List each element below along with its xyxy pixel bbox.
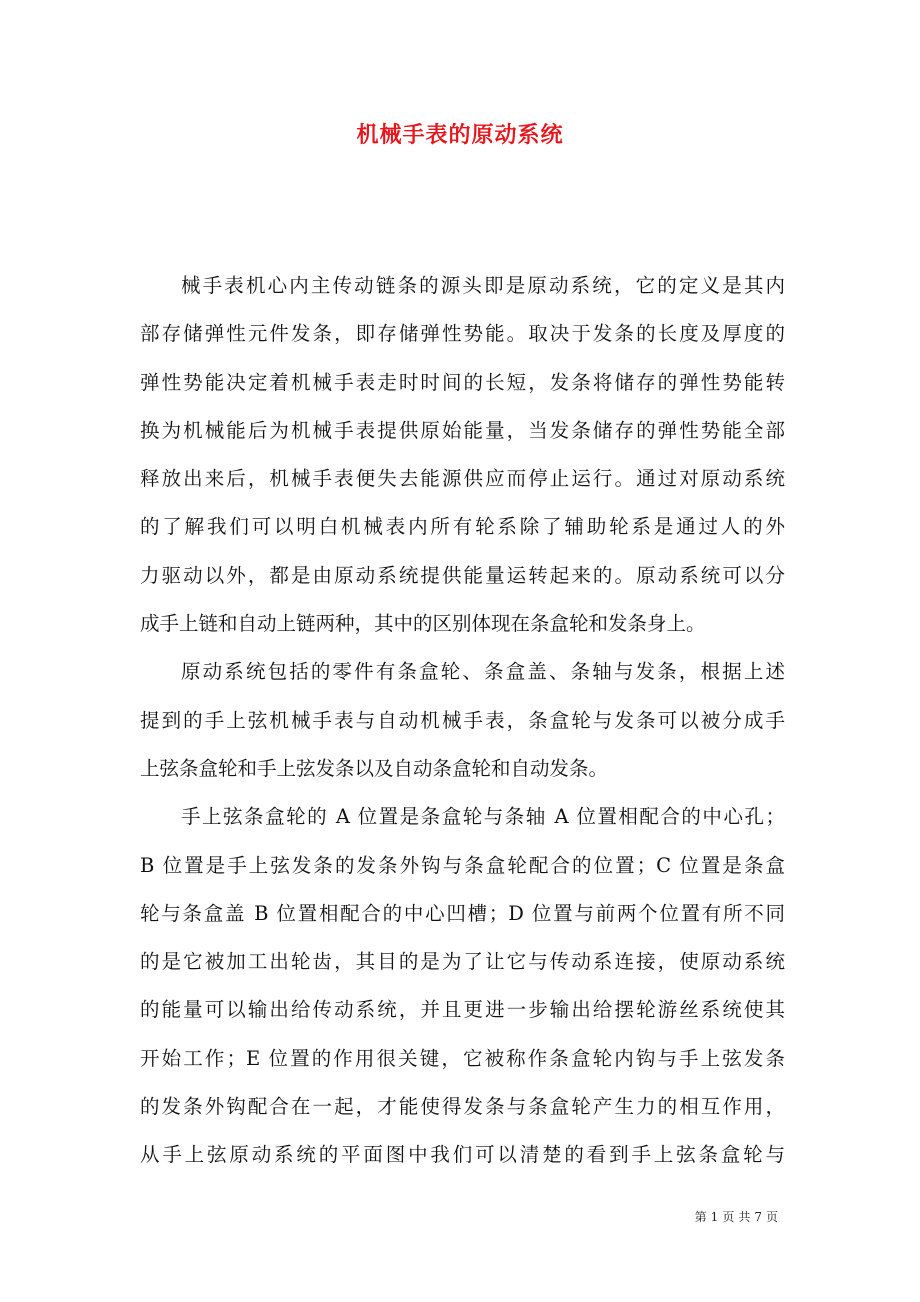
text-line: 械手表机心内主传动链条的源头即是原动系统，它的定义是其内 bbox=[181, 274, 785, 297]
page-number-footer bbox=[693, 1208, 780, 1225]
text-line: 开始工作；E 位置的作用很关键，它被称作条盒轮内钩与手上弦发条 bbox=[140, 1046, 785, 1070]
text-line: 的发条外钩配合在一起，才能使得发条与条盒轮产生力的相互作用， bbox=[140, 1095, 785, 1119]
total-pages-number: 7 bbox=[754, 1210, 762, 1224]
text-line: 换为机械能后为机械手表提供原始能量，当发条储存的弹性势能全部 bbox=[140, 418, 785, 442]
page-title: 机械手表的原动系统 bbox=[356, 122, 564, 148]
document-body bbox=[140, 262, 785, 1180]
text-line: 从手上弦原动系统的平面图中我们可以清楚的看到手上弦条盒轮与 bbox=[140, 1143, 785, 1167]
text-line: 释放出来后，机械手表便失去能源供应而停止运行。通过对原动系统 bbox=[140, 467, 785, 491]
text-line: 成手上链和自动上链两种，其中的区别体现在条盒轮和发条身上。 bbox=[140, 612, 706, 636]
text-line: 手上弦条盒轮的 A 位置是条盒轮与条轴 A 位置相配合的中心孔； bbox=[181, 805, 785, 829]
footer-prefix: 第 bbox=[694, 1210, 707, 1224]
footer-total-prefix: 共 bbox=[738, 1210, 751, 1224]
text-line: 的了解我们可以明白机械表内所有轮系除了辅助轮系是通过人的外 bbox=[140, 515, 785, 539]
text-line: 的是它被加工出轮齿，其目的是为了让它与传动系连接，使原动系统 bbox=[140, 950, 785, 974]
text-line: 的能量可以输出给传动系统，并且更进一步输出给摆轮游丝系统使其 bbox=[140, 998, 785, 1022]
text-line: 上弦条盒轮和手上弦发条以及自动条盒轮和自动发条。 bbox=[140, 756, 609, 780]
text-line: 轮与条盒盖 B 位置相配合的中心凹槽；D 位置与前两个位置有所不同 bbox=[140, 901, 785, 925]
text-line: 部存储弹性元件发条，即存储弹性势能。取决于发条的长度及厚度的 bbox=[140, 322, 785, 346]
text-line: 提到的手上弦机械手表与自动机械手表，条盒轮与发条可以被分成手 bbox=[140, 708, 785, 732]
current-page-number: 1 bbox=[710, 1210, 719, 1224]
text-line: 原动系统包括的零件有条盒轮、条盒盖、条轴与发条，根据上述 bbox=[181, 660, 785, 684]
text-line: 力驱动以外，都是由原动系统提供能量运转起来的。原动系统可以分 bbox=[140, 563, 785, 587]
text-line: 弹性势能决定着机械手表走时时间的长短，发条将储存的弹性势能转 bbox=[140, 370, 785, 394]
footer-page-label: 页 bbox=[722, 1210, 735, 1224]
footer-suffix: 页 bbox=[765, 1210, 778, 1224]
text-line: B 位置是手上弦发条的发条外钩与条盒轮配合的位置；C 位置是条盒 bbox=[140, 853, 785, 877]
